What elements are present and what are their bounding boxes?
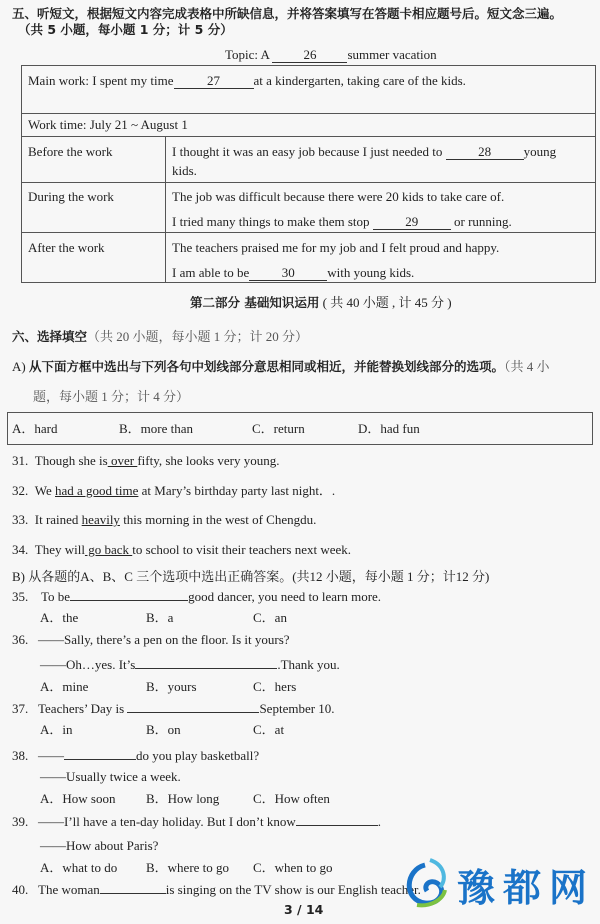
question-38-reply: ——Usually twice a week. — [40, 769, 181, 784]
option: A．the — [40, 610, 79, 625]
section5-score: （共 5 小题，每小题 1 分；计 5 分） — [18, 22, 233, 37]
question-36: 36. ——Sally, there’s a pen on the floor. Is it yours? — [12, 632, 290, 647]
option: A．what to do — [40, 860, 118, 875]
option: C．when to go — [253, 860, 333, 875]
work-time: Work time: July 21 ~ August 1 — [28, 117, 188, 132]
row-text: The teachers praised me for my job and I felt proud and happy. — [172, 240, 500, 255]
question-37: 37. Teachers’ Day is September 10. — [12, 701, 335, 716]
row-label: During the work — [28, 189, 114, 204]
question-36-reply: ——Oh…yes. It’s .Thank you. — [40, 657, 340, 672]
option: A．in — [40, 722, 73, 737]
topic-line — [225, 47, 437, 63]
row-text: I thought it was an easy job because I just needed to 28 young — [172, 144, 557, 159]
option: C．return — [252, 421, 305, 436]
option: C．How often — [253, 791, 330, 806]
option: C．an — [253, 610, 287, 625]
option: B．a — [146, 610, 174, 625]
option: B．on — [146, 722, 181, 737]
swirl-logo-icon — [395, 855, 595, 915]
row-label: After the work — [28, 240, 105, 255]
option: B．How long — [146, 791, 220, 806]
part2-heading: 第二部分 基础知识运用 ( 共 40 小题 , 计 45 分 ) — [190, 295, 452, 310]
page-number: 3 / 14 — [284, 902, 324, 917]
row-text: I am able to be 30 with young kids. — [172, 265, 415, 280]
option: C．at — [253, 722, 285, 737]
underlined-phrase: had a good time — [55, 483, 139, 498]
question-39-reply: ——How about Paris? — [40, 838, 159, 853]
question-38: 38. —— do you play basketball? — [12, 748, 260, 763]
option: C．hers — [253, 679, 297, 694]
option: B．more than — [119, 421, 194, 436]
option: B．yours — [146, 679, 197, 694]
underlined-phrase: over — [107, 453, 138, 468]
blank-28: 28 — [446, 145, 524, 160]
blank-26: 26 — [272, 48, 347, 63]
row-text: I tried many things to make them stop 29 or running. — [172, 214, 512, 229]
svg-text:豫都网: 豫都网 — [457, 866, 595, 910]
topic-text: summer vacation — [347, 47, 437, 62]
question-31: 31. Though she is over fifty, she looks very young. — [12, 453, 280, 468]
topic-label: Topic: A — [225, 47, 270, 62]
underlined-phrase: go back — [84, 542, 133, 557]
watermark-logo — [395, 855, 595, 919]
blank-29: 29 — [373, 215, 451, 230]
row-text: The job was difficult because there were 20 kids to take care of. — [172, 189, 505, 204]
blank-27: 27 — [174, 74, 254, 89]
blank-30: 30 — [249, 266, 327, 281]
underlined-phrase: heavily — [81, 512, 120, 527]
partA-instruction: A) 从下面方框中选出与下列各句中划线部分意思相同或相近，并能替换划线部分的选项。（共 4 小 — [12, 359, 550, 374]
section6-heading: 六、选择填空（共 20 小题，每小题 1 分；计 20 分） — [12, 329, 309, 344]
main-work: Main work: I spent my time 27 at a kindergarten, taking care of the kids. — [28, 73, 466, 88]
question-40: 40. The woman is singing on the TV show is our English teacher. — [12, 882, 421, 897]
option: B．where to go — [146, 860, 230, 875]
question-33: 33. It rained heavily this morning in the west of Chengdu. — [12, 512, 317, 527]
question-35: 35. To be good dancer, you need to learn more. — [12, 589, 382, 604]
option: D．had fun — [358, 421, 420, 436]
question-39: 39. ——I’ll have a ten-day holiday. But I don’t know . — [12, 814, 382, 829]
question-32: 32. We had a good time at Mary’s birthday party last night．. — [12, 483, 336, 498]
row-label: Before the work — [28, 144, 113, 159]
partB-instruction: B) 从各题的A、B、C 三个选项中选出正确答案。(共12 小题，每小题 1 分；计12 分) — [12, 569, 490, 584]
option: A．mine — [40, 679, 89, 694]
question-34: 34. They will go back to school to visit their teachers next week. — [12, 542, 352, 557]
partA-score: 题，每小题 1 分；计 4 分） — [33, 389, 190, 404]
section5-title: 五、听短文，根据短文内容完成表格中所缺信息，并将答案填写在答题卡相应题号后。短文念三遍。 — [12, 6, 563, 21]
row-text: kids. — [172, 163, 197, 178]
option: A．How soon — [40, 791, 116, 806]
option: A．hard — [12, 421, 58, 436]
